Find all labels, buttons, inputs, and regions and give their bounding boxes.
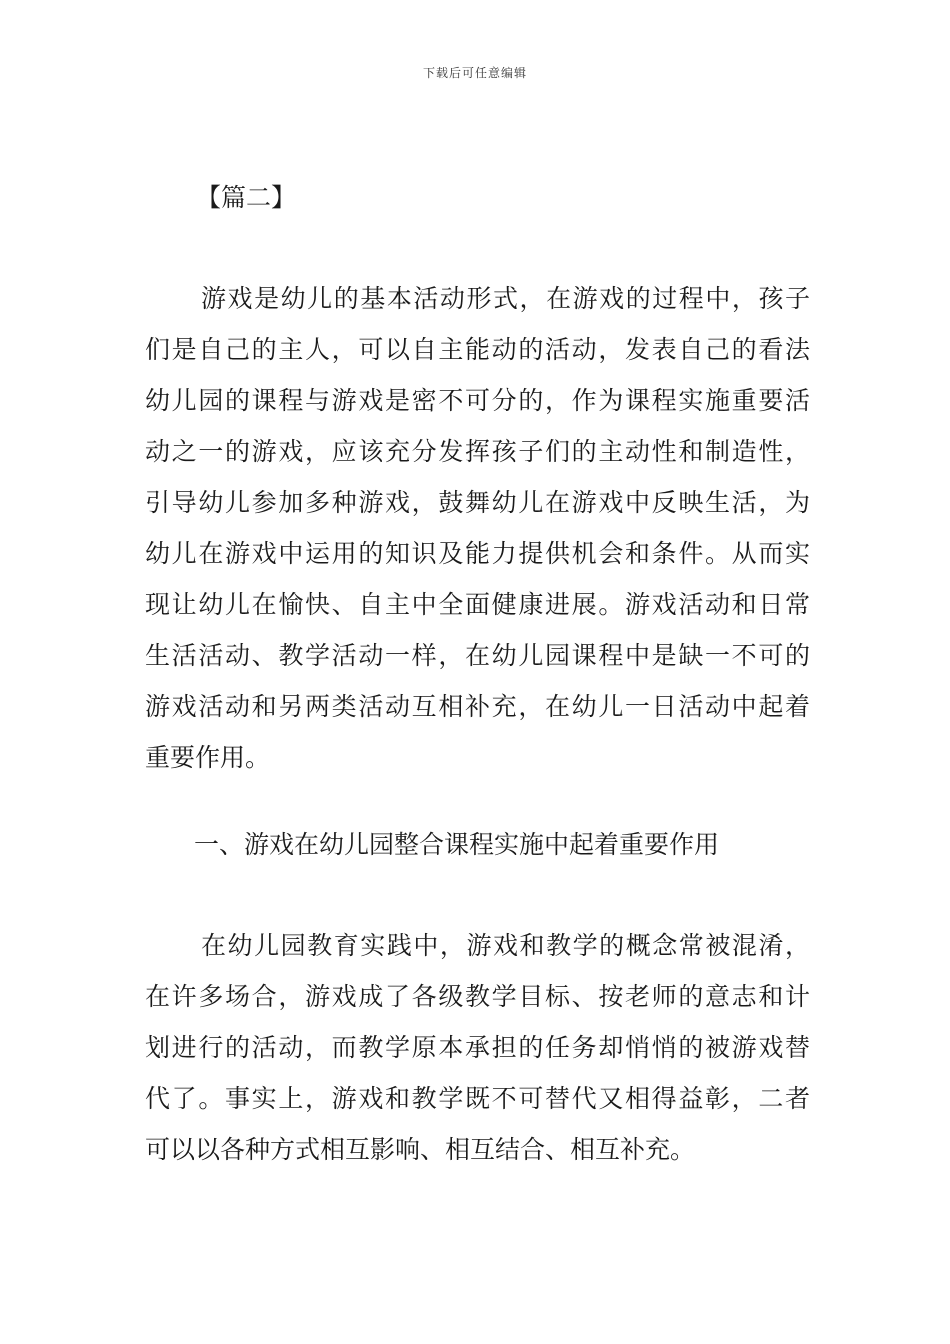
paragraph-line: 划进行的活动，而教学原本承担的任务却悄悄的被游戏替 — [145, 1033, 810, 1062]
paragraph-line: 在幼儿园教育实践中，游戏和教学的概念常被混淆， — [201, 931, 810, 960]
paragraph-line: 们是自己的主人，可以自主能动的活动，发表自己的看法 — [145, 335, 810, 364]
paragraph-line: 生活活动、教学活动一样，在幼儿园课程中是缺一不可的 — [145, 641, 810, 670]
paragraph-line: 游戏是幼儿的基本活动形式，在游戏的过程中，孩子 — [201, 284, 810, 313]
paragraph-line: 代了。事实上，游戏和教学既不可替代又相得益彰，二者 — [145, 1084, 810, 1113]
paragraph-line: 幼儿在游戏中运用的知识及能力提供机会和条件。从而实 — [145, 539, 810, 568]
paragraph-line: 引导幼儿参加多种游戏，鼓舞幼儿在游戏中反映生活，为 — [145, 488, 810, 517]
paragraph-line: 游戏活动和另两类活动互相补充，在幼儿一日活动中起着 — [145, 692, 810, 721]
section-heading — [194, 819, 814, 870]
paragraph-line: 重要作用。 — [145, 743, 271, 772]
paragraph-line: 幼儿园的课程与游戏是密不可分的，作为课程实施重要活 — [145, 386, 810, 415]
heading-text: 一、游戏在幼儿园整合课程实施中起着重要作用 — [194, 830, 720, 859]
paragraph-line: 在许多场合，游戏成了各级教学目标、按老师的意志和计 — [145, 982, 810, 1011]
page-header-note: 下载后可任意编辑 — [422, 66, 527, 80]
paragraph-line: 现让幼儿在愉快、自主中全面健康进展。游戏活动和日常 — [145, 590, 810, 619]
section-title: 【篇二】 — [196, 183, 297, 212]
paragraph-1 — [145, 273, 810, 783]
paragraph-2 — [145, 920, 810, 1175]
paragraph-line: 可以以各种方式相互影响、相互结合、相互补充。 — [145, 1135, 696, 1164]
paragraph-line: 动之一的游戏，应该充分发挥孩子们的主动性和制造性， — [145, 437, 810, 466]
